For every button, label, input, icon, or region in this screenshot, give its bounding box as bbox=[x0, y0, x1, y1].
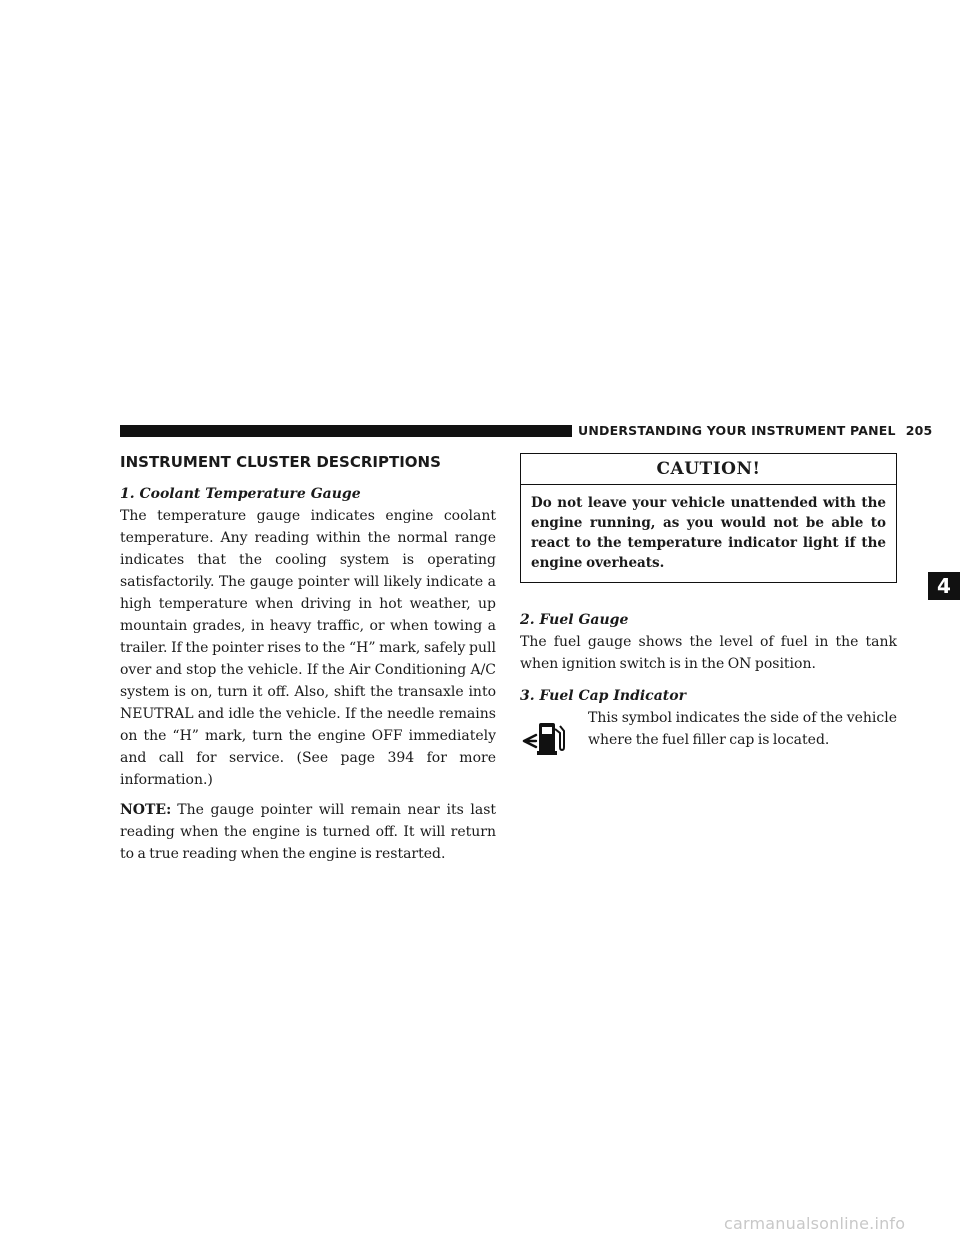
fuel-gauge-section bbox=[520, 609, 897, 675]
fuel-cap-text: This symbol indicates the side of the vehicle where the fuel filler cap is located. bbox=[588, 710, 897, 748]
caution-text: Do not leave your vehicle unattended with the engine running, as you would not be able to react to the temperature indicator light if the engine overheats. bbox=[531, 495, 886, 571]
header-title: UNDERSTANDING YOUR INSTRUMENT PANEL bbox=[578, 423, 896, 438]
header-rule bbox=[120, 425, 572, 437]
coolant-gauge-heading: 1. Coolant Temperature Gauge bbox=[120, 486, 361, 502]
caution-title: CAUTION! bbox=[521, 454, 896, 485]
note-paragraph bbox=[120, 799, 496, 865]
fuel-cap-section bbox=[520, 685, 897, 773]
fuel-pump-icon bbox=[522, 717, 566, 757]
page-number: 205 bbox=[905, 423, 933, 438]
footer-watermark: carmanualsonline.info bbox=[724, 1214, 906, 1233]
fuel-gauge-heading: 2. Fuel Gauge bbox=[520, 612, 629, 628]
running-header bbox=[578, 423, 932, 438]
left-column bbox=[120, 452, 496, 865]
right-column bbox=[520, 452, 897, 773]
chapter-tab: 4 bbox=[928, 572, 960, 600]
fuel-cap-heading: 3. Fuel Cap Indicator bbox=[520, 688, 686, 704]
note-text: The gauge pointer will remain near its last reading when the engine is turned off. It will return to a true reading when the engine is restarted. bbox=[120, 802, 496, 862]
fuel-cap-indicator-row bbox=[520, 707, 897, 773]
note-label: NOTE: bbox=[120, 802, 172, 818]
fuel-gauge-text: The fuel gauge shows the level of fuel in the tank when ignition switch is in the ON position. bbox=[520, 634, 897, 672]
caution-box bbox=[520, 453, 897, 583]
section-title: INSTRUMENT CLUSTER DESCRIPTIONS bbox=[120, 453, 441, 471]
coolant-gauge-text: The temperature gauge indicates engine coolant temperature. Any reading within the normal range indicates that the cooling system is operating satisfactorily. The gauge pointer will likely indicate a high temperature when driving in hot weather, up mountain grades, in heavy traffic, or when towing a trailer. If the pointer rises to the “H” mark, safely pull over and stop the vehicle. If the Air Conditioning A/C system is on, turn it off. Also, shift the transaxle into NEUTRAL and idle the vehicle. If the needle remains on the “H” mark, turn the engine OFF immediately and call for service. (See page 394 for more information.) bbox=[120, 508, 496, 788]
